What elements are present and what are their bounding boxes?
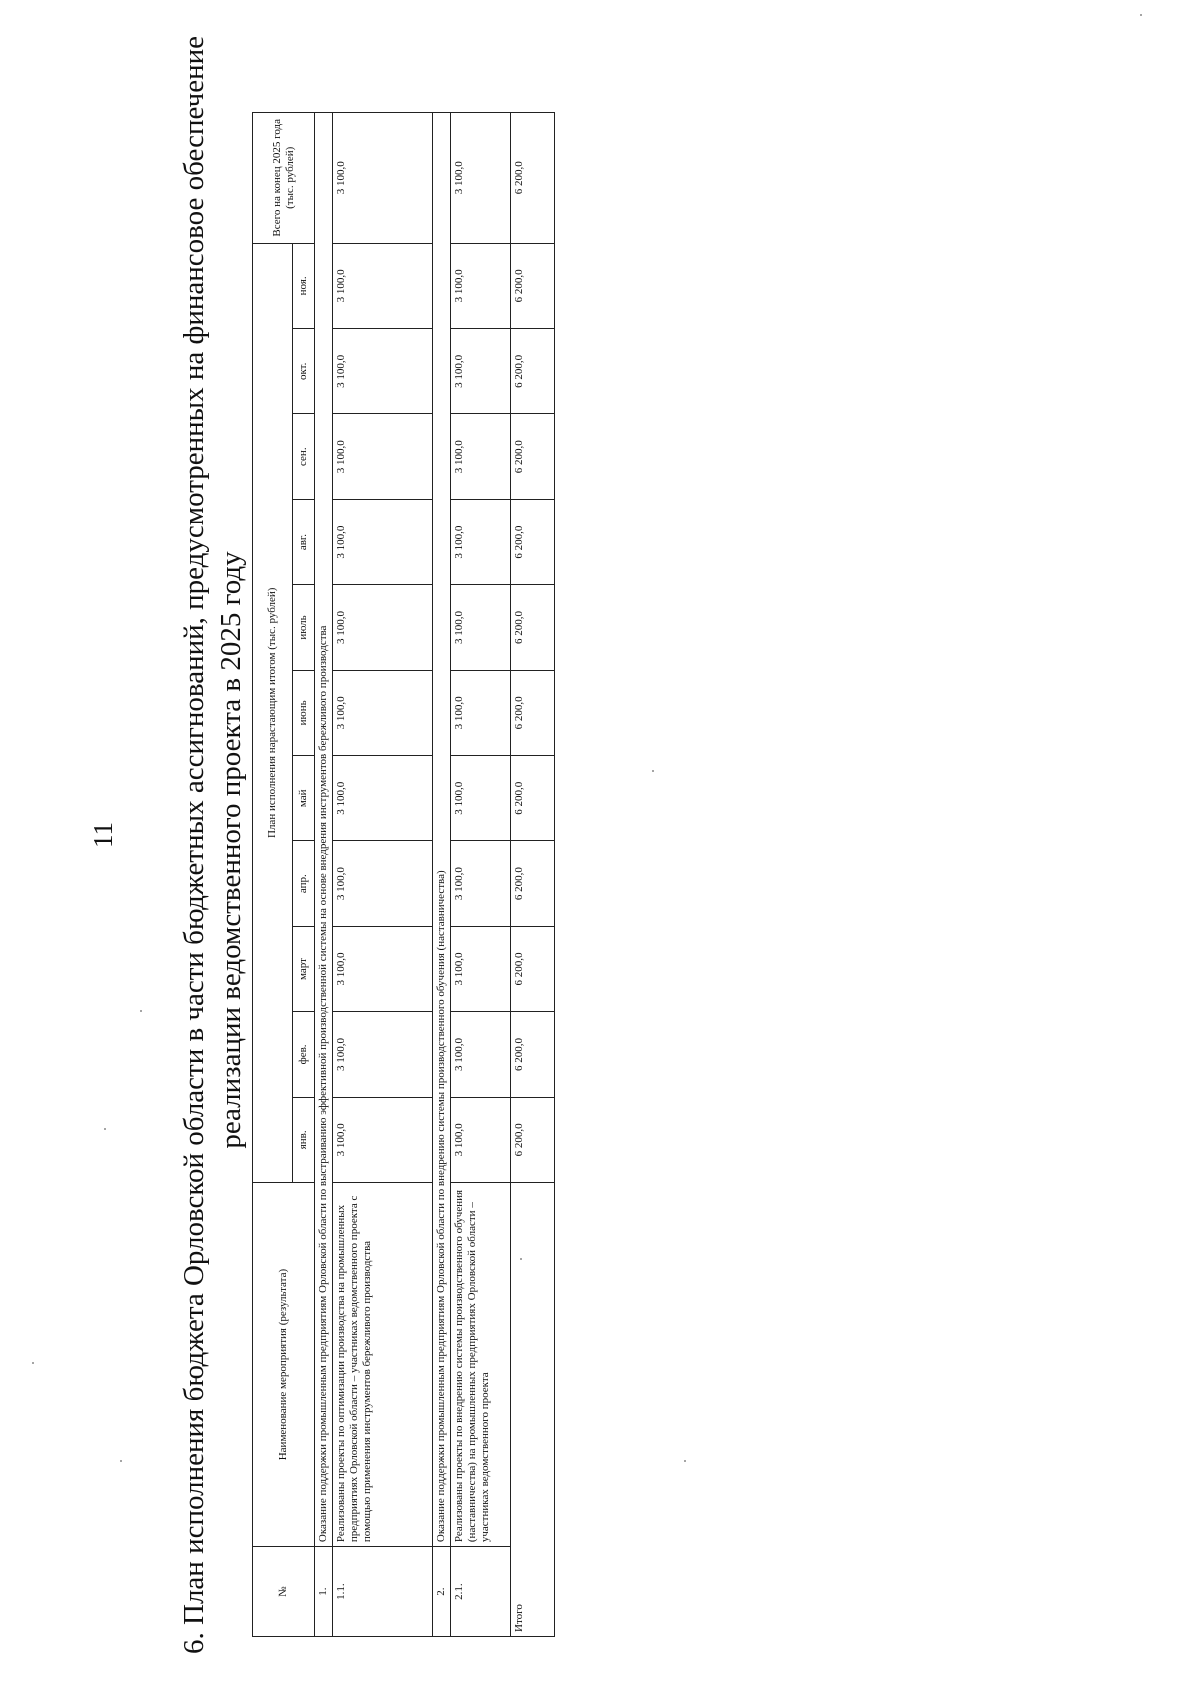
row-value: 3 100,0 bbox=[333, 1012, 433, 1097]
row-value: 3 100,0 bbox=[451, 1097, 511, 1182]
total-label: Итого bbox=[511, 1183, 555, 1637]
row-value: 3 100,0 bbox=[451, 585, 511, 670]
month-header: июль bbox=[293, 585, 315, 670]
section-row-2 bbox=[433, 113, 451, 1637]
scan-speck bbox=[140, 1010, 142, 1012]
budget-plan-table bbox=[252, 112, 555, 1637]
row-value: 3 100,0 bbox=[451, 926, 511, 1011]
month-header: авг. bbox=[293, 499, 315, 584]
row-total: 3 100,0 bbox=[451, 113, 511, 244]
month-header: янв. bbox=[293, 1097, 315, 1182]
header-plan: План исполнения нарастающим итогом (тыс. рублей) bbox=[253, 243, 293, 1182]
scan-speck bbox=[104, 1128, 106, 1130]
table-row bbox=[333, 113, 433, 1637]
scan-speck bbox=[652, 770, 654, 772]
total-value: 6 200,0 bbox=[511, 329, 555, 414]
rotated-page bbox=[0, 20, 1100, 1680]
month-header: май bbox=[293, 756, 315, 841]
scan-speck bbox=[684, 1460, 686, 1462]
row-value: 3 100,0 bbox=[451, 329, 511, 414]
total-value: 6 200,0 bbox=[511, 585, 555, 670]
row-value: 3 100,0 bbox=[333, 585, 433, 670]
total-value: 6 200,0 bbox=[511, 670, 555, 755]
row-value: 3 100,0 bbox=[333, 329, 433, 414]
total-value: 6 200,0 bbox=[511, 756, 555, 841]
row-num: 1.1. bbox=[333, 1547, 433, 1637]
total-value: 6 200,0 bbox=[511, 243, 555, 329]
row-value: 3 100,0 bbox=[333, 243, 433, 329]
scan-speck bbox=[520, 1258, 522, 1260]
document-heading bbox=[176, 20, 250, 1680]
header-num: № bbox=[253, 1547, 315, 1637]
header-name: Наименование мероприятия (результата) bbox=[253, 1183, 315, 1547]
row-name: Реализованы проекты по оптимизации производства на промышленных предприятиях Орловской области – участниках ведомственного проекта с помощью применения инструментов бережливого производства bbox=[333, 1183, 433, 1547]
month-header: окт. bbox=[293, 329, 315, 414]
row-value: 3 100,0 bbox=[451, 841, 511, 926]
section-num: 1. bbox=[315, 1547, 333, 1637]
section-title: Оказание поддержки промышленным предприятиям Орловской области по внедрению системы производственного обучения (наставничества) bbox=[433, 113, 451, 1547]
row-name: Реализованы проекты по внедрению системы производственного обучения (наставничества) на промышленных предприятиях Орловской области – участниках ведомственного проекта bbox=[451, 1183, 511, 1547]
row-value: 3 100,0 bbox=[451, 670, 511, 755]
scan-speck bbox=[1140, 14, 1142, 16]
row-value: 3 100,0 bbox=[333, 841, 433, 926]
total-value: 6 200,0 bbox=[511, 1097, 555, 1182]
row-value: 3 100,0 bbox=[451, 1012, 511, 1097]
total-value: 6 200,0 bbox=[511, 841, 555, 926]
heading-line-1: 6. План исполнения бюджета Орловской области в части бюджетных ассигнований, предусмотренных на финансовое обеспечение bbox=[178, 36, 210, 1654]
header-total: Всего на конец 2025 года (тыс. рублей) bbox=[253, 113, 315, 244]
scan-speck bbox=[120, 1460, 122, 1462]
page-number: 11 bbox=[88, 822, 118, 848]
month-header: ноя. bbox=[293, 243, 315, 329]
section-num: 2. bbox=[433, 1547, 451, 1637]
row-value: 3 100,0 bbox=[451, 243, 511, 329]
month-header: март bbox=[293, 926, 315, 1011]
row-value: 3 100,0 bbox=[451, 756, 511, 841]
row-total: 3 100,0 bbox=[333, 113, 433, 244]
section-row-1 bbox=[315, 113, 333, 1637]
month-header: сен. bbox=[293, 414, 315, 499]
month-header: апр. bbox=[293, 841, 315, 926]
heading-line-2: реализации ведомственного проекта в 2025 году bbox=[215, 551, 247, 1149]
row-value: 3 100,0 bbox=[333, 670, 433, 755]
row-value: 3 100,0 bbox=[451, 499, 511, 584]
row-value: 3 100,0 bbox=[333, 414, 433, 499]
scan-speck bbox=[32, 1362, 34, 1364]
total-grand: 6 200,0 bbox=[511, 113, 555, 244]
total-value: 6 200,0 bbox=[511, 926, 555, 1011]
total-value: 6 200,0 bbox=[511, 499, 555, 584]
month-header: июнь bbox=[293, 670, 315, 755]
row-value: 3 100,0 bbox=[333, 1097, 433, 1182]
table-row bbox=[451, 113, 511, 1637]
total-value: 6 200,0 bbox=[511, 414, 555, 499]
total-value: 6 200,0 bbox=[511, 1012, 555, 1097]
row-value: 3 100,0 bbox=[333, 926, 433, 1011]
row-value: 3 100,0 bbox=[333, 499, 433, 584]
total-row bbox=[511, 113, 555, 1637]
row-num: 2.1. bbox=[451, 1547, 511, 1637]
month-header: фев. bbox=[293, 1012, 315, 1097]
row-value: 3 100,0 bbox=[451, 414, 511, 499]
row-value: 3 100,0 bbox=[333, 756, 433, 841]
section-title: Оказание поддержки промышленным предприятиям Орловской области по выстраиванию эффективной производственной системы на основе внедрения инструментов бережливого производства bbox=[315, 113, 333, 1547]
